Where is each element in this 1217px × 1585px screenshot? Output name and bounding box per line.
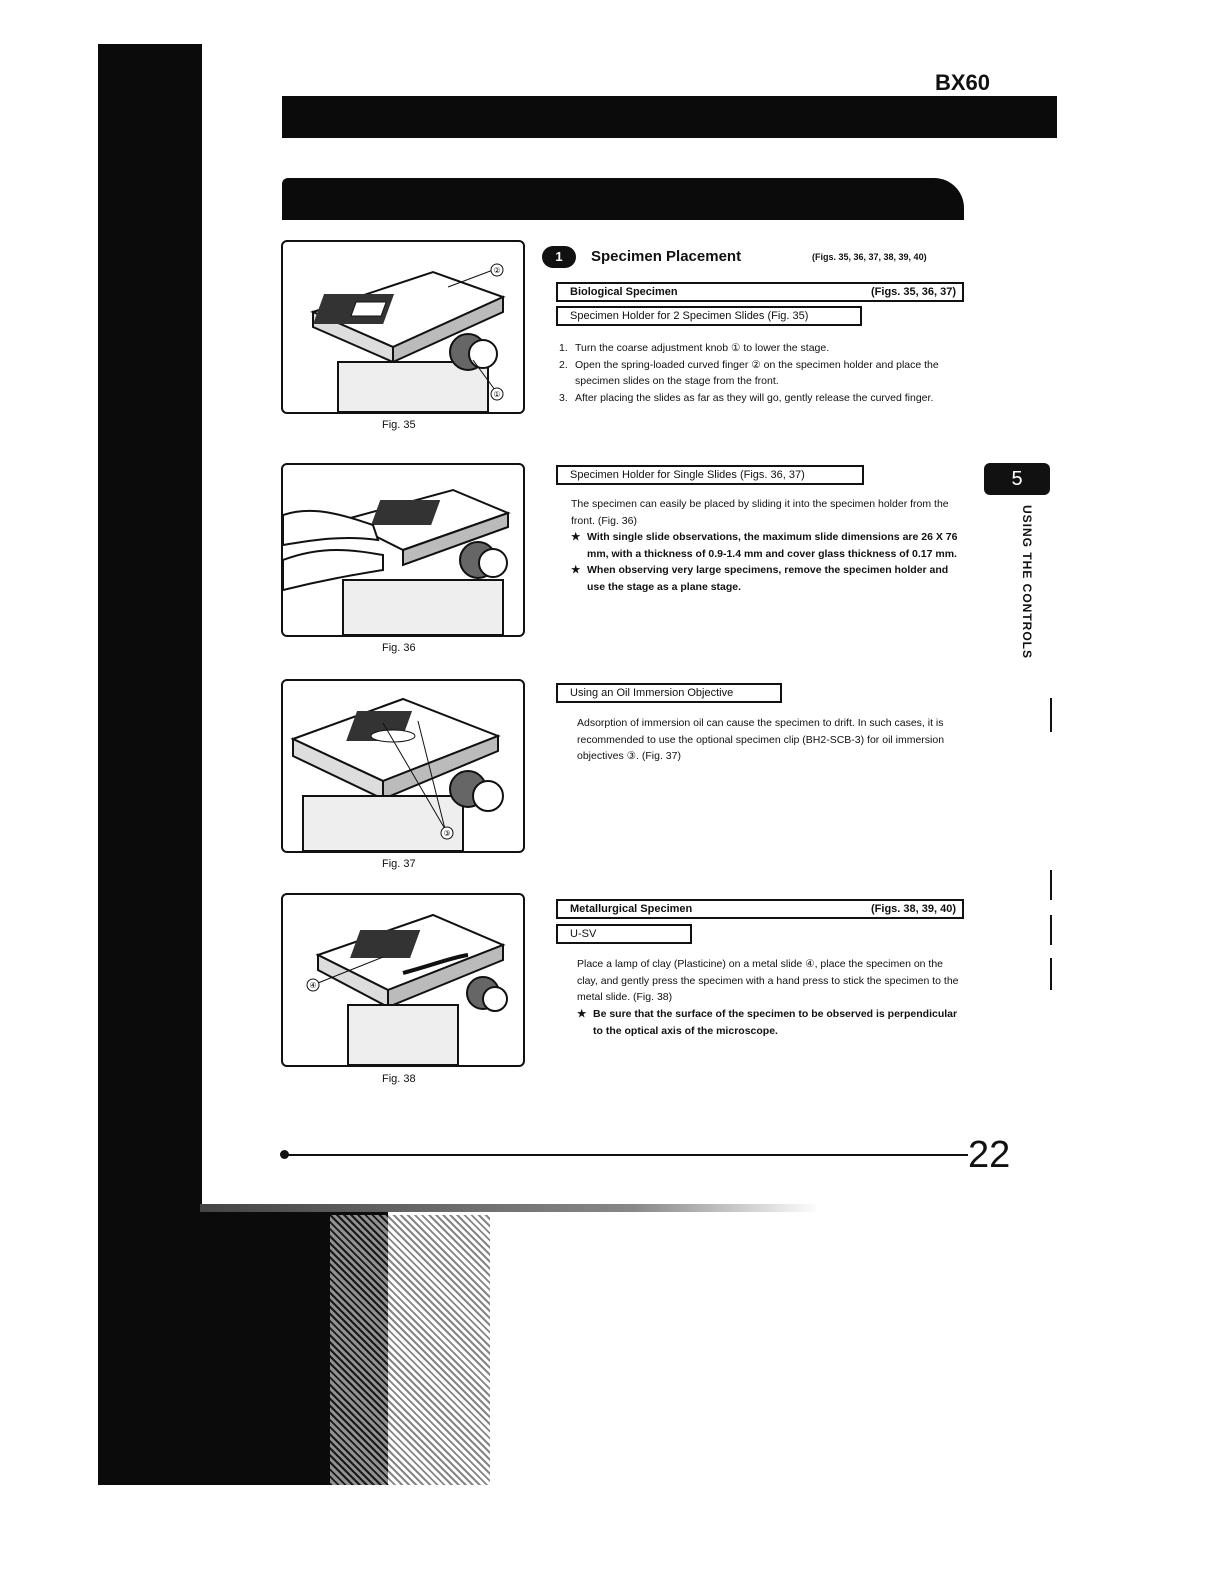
note-item: ★ When observing very large specimens, remove the specimen holder and use the stage as a plane stage. — [571, 564, 949, 593]
oil-immersion-heading — [556, 683, 782, 703]
margin-mark — [1050, 698, 1052, 732]
note-item: ★ With single slide observations, the maximum slide dimensions are 26 X 76 mm, with a thickness of 0.9-1.4 mm and cover glass thickness of 0.17 mm. — [571, 531, 958, 560]
model-name: BX60 — [935, 70, 991, 95]
microscope-stage-illustration — [283, 242, 523, 412]
scan-shadow-left — [98, 44, 202, 1219]
note-item: ★ Be sure that the surface of the specimen to be observed is perpendicular to the optical axis of the microscope. — [577, 1008, 958, 1037]
section-number-badge: 1 — [542, 246, 576, 268]
metallurgical-specimen-figs: (Figs. 38, 39, 40) — [871, 903, 956, 915]
figure-37-caption: Fig. 37 — [382, 858, 416, 870]
margin-mark — [1050, 915, 1052, 945]
biological-specimen-heading — [556, 282, 964, 302]
holder-single-notes — [571, 529, 963, 595]
callout-4: ④ — [309, 981, 317, 990]
metallurgical-notes — [577, 1006, 963, 1039]
margin-mark — [1050, 870, 1052, 900]
u-sv-heading — [556, 924, 692, 944]
list-item: 2. Open the spring-loaded curved finger ② on the specimen holder and place the specimen slides on the stage from the front. — [559, 358, 939, 387]
biological-specimen-figs: (Figs. 35, 36, 37) — [871, 286, 956, 298]
scan-edge-band — [200, 1204, 820, 1212]
holder-single-heading — [556, 465, 864, 485]
oil-immersion-text: Adsorption of immersion oil can cause the specimen to drift. In such cases, it is recommended to use the optional specimen clip (BH2-SCB-3) for oil immersion objectives ③. (Fig. 37) — [577, 717, 945, 762]
section-bar — [282, 178, 964, 220]
holder-2-steps — [559, 340, 963, 406]
holder-2-slides-label: Specimen Holder for 2 Specimen Slides (Fig. 35) — [570, 310, 809, 322]
callout-3: ③ — [443, 829, 451, 838]
hand-placing-slide-illustration — [283, 465, 523, 635]
margin-mark — [1050, 958, 1052, 990]
chapter-tab-number: 5 — [984, 463, 1050, 495]
metallurgical-specimen-heading — [556, 899, 964, 919]
page-number: 22 — [968, 1134, 1011, 1176]
figure-35-caption: Fig. 35 — [382, 419, 416, 431]
metallurgical-text: Place a lamp of clay (Plasticine) on a metal slide ④, place the specimen on the clay, and gently press the specimen with a hand press to stick the specimen to the metal slide. (Fig. 38) — [577, 958, 959, 1003]
callout-1: ① — [493, 390, 501, 399]
callout-2: ② — [493, 266, 501, 275]
figure-36 — [281, 463, 525, 637]
holder-single-label: Specimen Holder for Single Slides (Figs. 36, 37) — [570, 469, 805, 481]
list-item: 1. Turn the coarse adjustment knob ① to lower the stage. — [559, 342, 830, 354]
holder-single-intro: The specimen can easily be placed by sliding it into the specimen holder from the front. (Fig. 36) — [571, 498, 949, 527]
holder-2-slides-heading — [556, 306, 862, 326]
scan-noise — [330, 1215, 490, 1485]
specimen-clip-illustration — [283, 681, 523, 851]
figure-36-caption: Fig. 36 — [382, 642, 416, 654]
footer-rule — [284, 1154, 968, 1156]
header-bar — [282, 96, 1057, 138]
list-item: 3. After placing the slides as far as they will go, gently release the curved finger. — [559, 391, 934, 404]
biological-specimen-label: Biological Specimen — [570, 286, 678, 298]
section-figure-refs: (Figs. 35, 36, 37, 38, 39, 40) — [812, 252, 927, 262]
chapter-tab-label: USING THE CONTROLS — [1020, 505, 1034, 660]
oil-immersion-label: Using an Oil Immersion Objective — [570, 687, 734, 699]
metal-slide-illustration — [283, 895, 523, 1065]
figure-38-caption: Fig. 38 — [382, 1073, 416, 1085]
metallurgical-specimen-label: Metallurgical Specimen — [570, 903, 693, 915]
figure-38 — [281, 893, 525, 1067]
u-sv-label: U-SV — [570, 928, 597, 940]
figure-35 — [281, 240, 525, 414]
figure-37 — [281, 679, 525, 853]
section-title: Specimen Placement — [591, 248, 742, 265]
